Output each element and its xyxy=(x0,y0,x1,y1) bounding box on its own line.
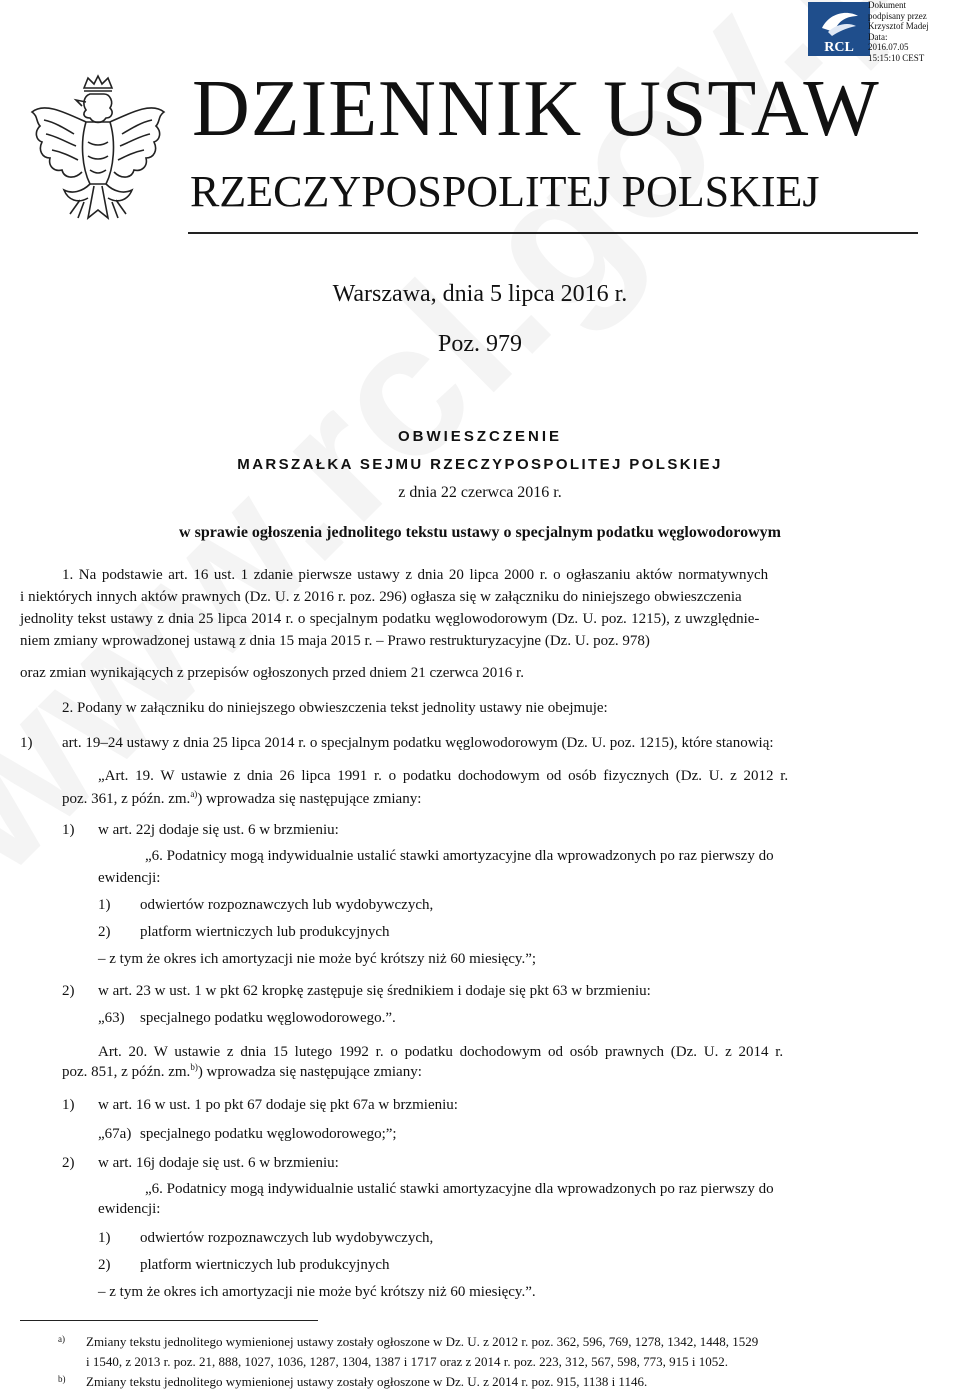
body-text: ) wprowadza się następujące zmiany: xyxy=(197,1064,422,1080)
signature-line: Krzysztof Madej xyxy=(868,21,929,31)
footnote-ref: a) xyxy=(190,789,198,799)
body-line: 2. Podany w załączniku do niniejszego obwieszczenia tekst jednolity ustawy nie obejmuje: xyxy=(62,700,608,716)
body-line: art. 19–24 ustawy z dnia 25 lipca 2014 r. o specjalnym podatku węglowodorowym (Dz. U. poz. 1215), które stanowią: xyxy=(62,735,774,751)
body-line: odwiertów rozpoznawczych lub wydobywczych, xyxy=(140,897,434,913)
body-line: platform wiertniczych lub produkcyjnych xyxy=(140,924,390,940)
body-text: poz. 851, z późn. zm. xyxy=(62,1064,191,1080)
signature-line: Dokument xyxy=(868,0,906,10)
footnote-text: Zmiany tekstu jednolitego wymienionej ustawy zostały ogłoszone w Dz. U. z 2012 r. poz. 362, 596, 769, 1278, 1342, 1448, 1529 xyxy=(86,1334,759,1349)
body-line: jednolity tekst ustawy z dnia 25 lipca 2014 r. o specjalnym podatku węglowodorowym (Dz. U. poz. 1215), z uwzględnie- xyxy=(20,611,760,627)
body-line: „6. Podatnicy mogą indywidualnie ustalić stawki amortyzacyjne dla wprowadzonych po raz pierwszy do xyxy=(145,848,774,864)
list-marker: 1) xyxy=(20,735,33,751)
footnote-ref: b) xyxy=(190,1062,198,1072)
doc-subject: w sprawie ogłoszenia jednolitego tekstu ustawy o specjalnym podatku węglowodorowym xyxy=(179,524,781,541)
footnote-mark: a) xyxy=(58,1334,65,1344)
body-line: specjalnego podatku węglowodorowego;”; xyxy=(140,1126,397,1142)
footnote-text: Zmiany tekstu jednolitego wymienionej ustawy zostały ogłoszone w Dz. U. z 2014 r. poz. 915, 1138 i 1146. xyxy=(86,1374,648,1389)
signature-line: 2016.07.05 xyxy=(868,42,909,52)
signature-line: Data: xyxy=(868,31,888,42)
body-line: „Art. 19. W ustawie z dnia 26 lipca 1991 r. o podatku dochodowym od osób fizycznych (Dz. U. z 2012 r. xyxy=(98,768,789,784)
body-line: Art. 20. W ustawie z dnia 15 lutego 1992 r. o podatku dochodowym od osób prawnych (Dz. U. z 2014 r. xyxy=(98,1044,784,1060)
body-line: i niektórych innych aktów prawnych (Dz. U. z 2016 r. poz. 296) ogłasza się w załączniku do niniejszego obwieszczenia xyxy=(20,589,742,605)
body-line: oraz zmian wynikających z przepisów ogłoszonych przed dniem 21 czerwca 2016 r. xyxy=(20,665,524,681)
body-line: ewidencji: xyxy=(98,870,161,886)
body-line xyxy=(62,790,421,808)
body-text: ) wprowadza się następujące zmiany: xyxy=(197,791,422,807)
position-number: Poz. 979 xyxy=(438,331,522,357)
list-marker: 2) xyxy=(62,1155,75,1171)
list-marker: „63) xyxy=(98,1010,125,1026)
list-marker: „67a) xyxy=(98,1126,132,1142)
list-marker: 2) xyxy=(98,1257,111,1273)
list-marker: 1) xyxy=(62,822,75,838)
header-divider xyxy=(188,232,918,234)
body-line: ewidencji: xyxy=(98,1201,161,1217)
signature-line: 15:15:10 CEST xyxy=(868,52,925,63)
doc-type: OBWIESZCZENIE xyxy=(397,428,562,445)
body-line: specjalnego podatku węglowodorowego.”. xyxy=(140,1010,396,1026)
list-marker: 1) xyxy=(98,1230,111,1246)
body-line: w art. 16j dodaje się ust. 6 w brzmieniu: xyxy=(98,1155,339,1171)
body-line: platform wiertniczych lub produkcyjnych xyxy=(140,1257,390,1273)
doc-date: z dnia 22 czerwca 2016 r. xyxy=(398,484,562,501)
body-line xyxy=(62,1063,422,1081)
journal-subtitle: RZECZYPOSPOLITEJ POLSKIEJ xyxy=(190,167,820,216)
footnote-mark: b) xyxy=(58,1374,66,1384)
list-marker: 1) xyxy=(62,1097,75,1113)
body-line: niem zmiany wprowadzonej ustawą z dnia 15 maja 2015 r. – Prawo restrukturyzacyjne (Dz. U. poz. 978) xyxy=(20,633,650,649)
list-marker: 2) xyxy=(98,924,111,940)
body-line: odwiertów rozpoznawczych lub wydobywczych, xyxy=(140,1230,434,1246)
body-line: – z tym że okres ich amortyzacji nie może być krótszy niż 60 miesięcy.”; xyxy=(98,951,537,967)
list-marker: 1) xyxy=(98,897,111,913)
rcl-logo xyxy=(808,2,870,56)
body-line: – z tym że okres ich amortyzacji nie może być krótszy niż 60 miesięcy.”. xyxy=(98,1284,536,1300)
signature-line: podpisany przez xyxy=(868,10,927,21)
footnote-text: i 1540, z 2013 r. poz. 21, 888, 1027, 1036, 1287, 1304, 1387 i 1717 oraz z 2014 r. poz. 223, 312, 567, 598, 773, 915 i 1052. xyxy=(86,1354,729,1369)
rcl-logo-text: RCL xyxy=(824,40,854,55)
body-text: poz. 361, z późn. zm. xyxy=(62,791,191,807)
body-line: 1. Na podstawie art. 16 ust. 1 zdanie pierwsze ustawy z dnia 20 lipca 2000 r. o ogłaszaniu aktów normatywnych xyxy=(62,567,769,583)
body-line: w art. 16 w ust. 1 po pkt 67 dodaje się pkt 67a w brzmieniu: xyxy=(98,1097,458,1113)
footnote-divider xyxy=(20,1320,318,1321)
place-date: Warszawa, dnia 5 lipca 2016 r. xyxy=(332,281,628,307)
eagle-emblem-icon xyxy=(24,72,172,230)
journal-title: DZIENNIK USTAW xyxy=(192,65,880,153)
body-line: w art. 22j dodaje się ust. 6 w brzmieniu: xyxy=(98,822,339,838)
body-line: w art. 23 w ust. 1 w pkt 62 kropkę zastępuje się średnikiem i dodaje się pkt 63 w brzmieniu: xyxy=(98,983,651,999)
doc-issuer: MARSZAŁKA SEJMU RZECZYPOSPOLITEJ POLSKIEJ xyxy=(237,456,723,473)
list-marker: 2) xyxy=(62,983,75,999)
body-line: „6. Podatnicy mogą indywidualnie ustalić stawki amortyzacyjne dla wprowadzonych po raz pierwszy do xyxy=(145,1181,774,1197)
signature-info xyxy=(868,0,958,63)
